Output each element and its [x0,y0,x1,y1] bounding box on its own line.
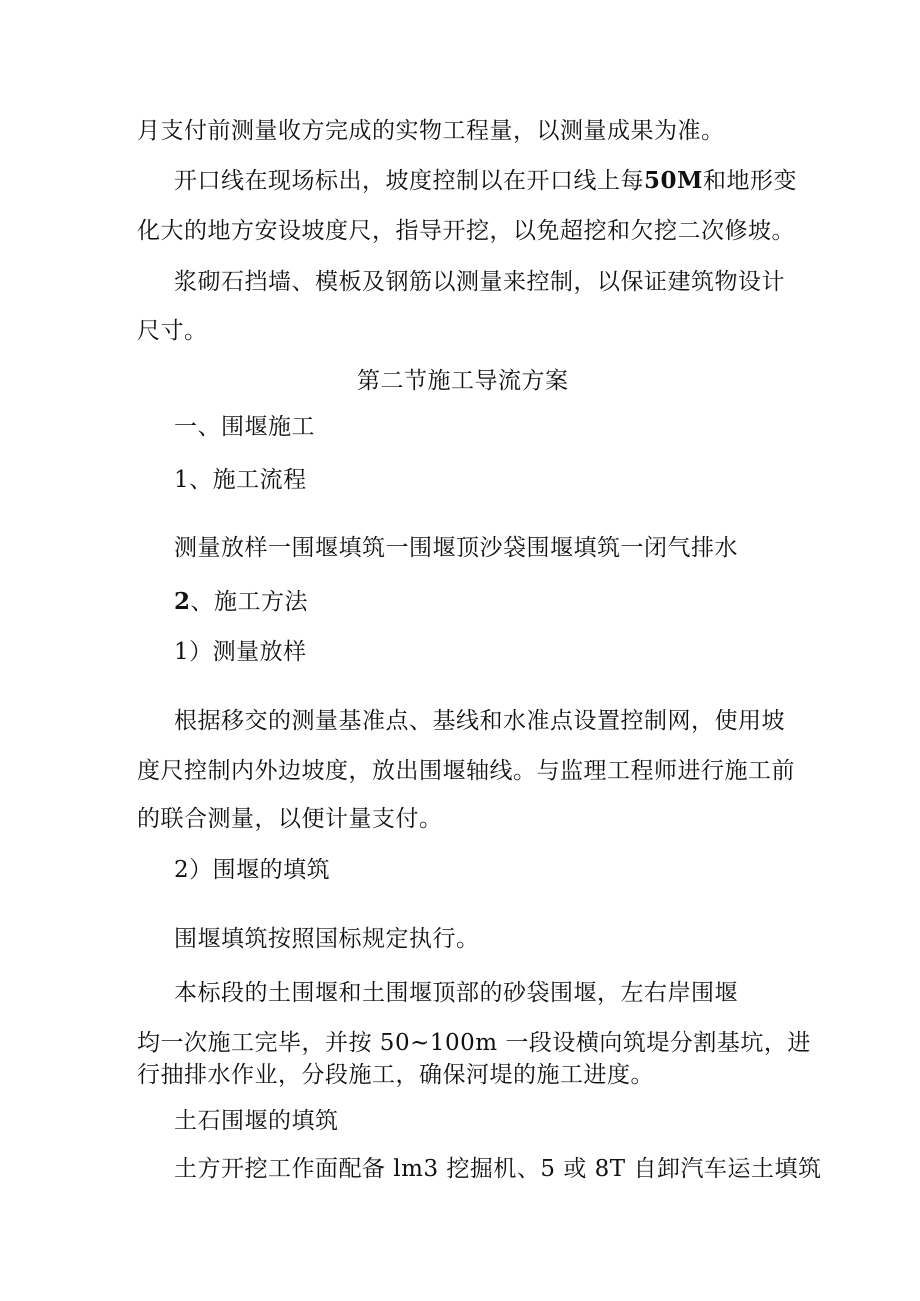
heading-number-2: 2 [174,588,191,615]
text-line-2 [174,166,797,196]
text-line-survey-3: 的联合测量，以便计量支付。 [137,806,443,832]
process-flow-text: 测量放样一围堰填筑一围堰顶沙袋围堰填筑一闭气排水 [174,535,738,561]
text-line-survey-2: 度尺控制内外边坡度，放出围堰轴线。与监理工程师进行施工前 [137,758,795,784]
heading-method-label: 、施工方法 [190,589,309,615]
text-line-2-part-b: 和地形变 [702,168,797,194]
text-line-3: 化大的地方安设坡度尺，指导开挖，以免超挖和欠挖二次修坡。 [137,218,795,244]
text-line-1: 月支付前测量收方完成的实物工程量，以测量成果为准。 [137,118,725,144]
text-line-filling-1: 本标段的土围堰和土围堰顶部的砂袋围堰，左右岸围堰 [174,980,738,1006]
heading-construction-process: 1、施工流程 [174,467,307,493]
spacing-50m: 50M [644,167,703,194]
section-heading: 第二节施工导流方案 [357,368,569,394]
text-line-filling-2: 均一次施工完毕，并按 50~100m 一段设横向筑堤分割基坑，进 [137,1030,811,1056]
text-line-survey-1: 根据移交的测量基准点、基线和水准点设置控制网，使用坡 [174,708,785,734]
text-line-filling-3: 行抽排水作业，分段施工，确保河堤的施工进度。 [137,1062,654,1088]
heading-construction-method [174,587,308,617]
text-line-filling-standard: 围堰填筑按照国标规定执行。 [174,926,480,952]
heading-cofferdam-filling: 2）围堰的填筑 [174,857,331,883]
text-line-5: 尺寸。 [137,318,208,344]
text-line-4: 浆砌石挡墙、模板及钢筋以测量来控制，以保证建筑物设计 [174,269,785,295]
text-line-earthwork: 土方开挖工作面配备 lm3 挖掘机、5 或 8T 自卸汽车运土填筑 [174,1156,822,1182]
text-line-2-part-a: 开口线在现场标出，坡度控制以在开口线上每 [174,168,644,194]
heading-earth-rock-filling: 土石围堰的填筑 [174,1108,339,1134]
heading-survey-layout: 1）测量放样 [174,639,307,665]
heading-cofferdam-construction: 一、围堰施工 [174,414,315,440]
